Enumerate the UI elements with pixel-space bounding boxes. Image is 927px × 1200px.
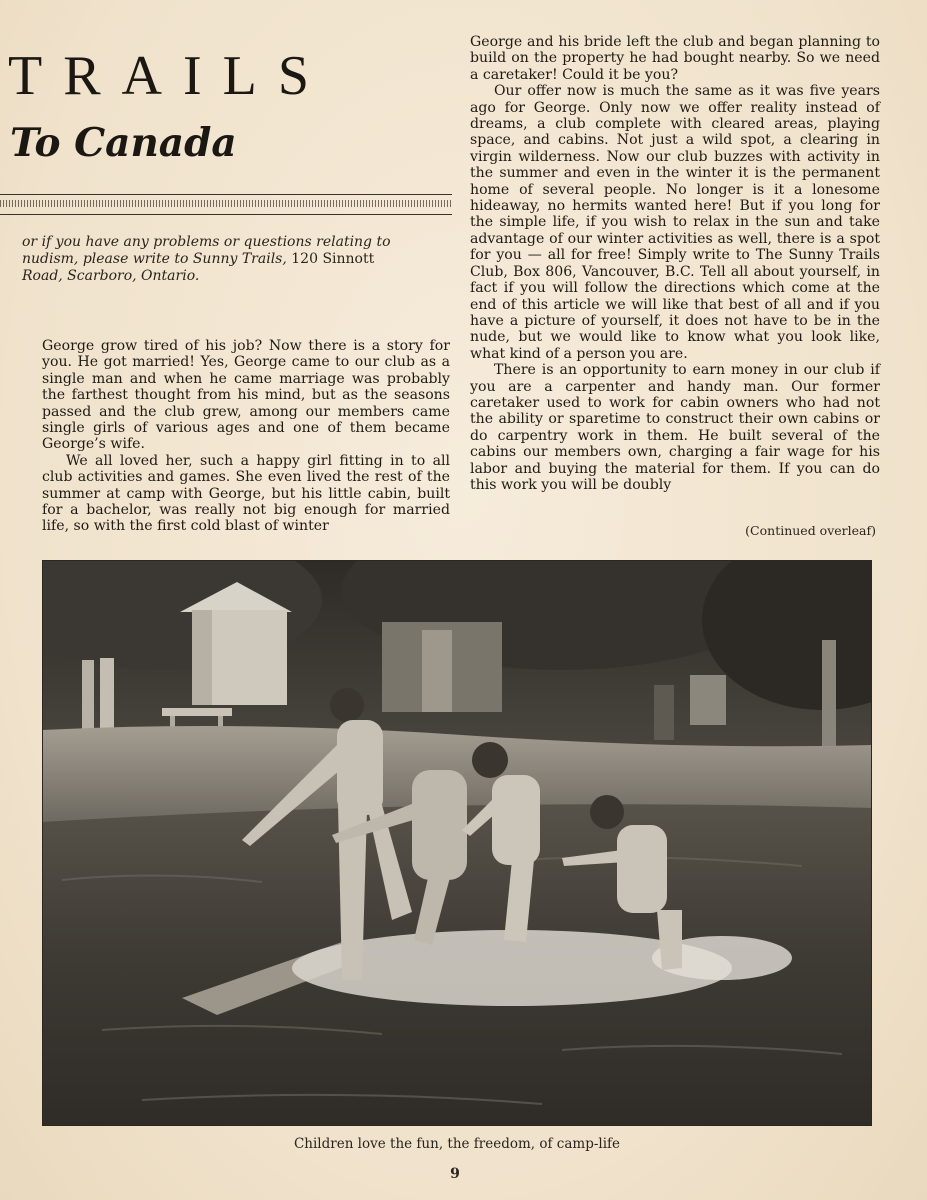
decorative-rule	[0, 194, 452, 216]
child-head	[590, 795, 624, 829]
tree-stump	[690, 675, 726, 725]
picnic-table	[162, 708, 232, 716]
left-paragraph: We all loved her, such a happy girl fitting in to all club activities and games. She even lived the rest of the summer at camp with George, but his little cabin, built for a bachelor, was really not big enough for married life, so with the first cold blast of winter	[42, 452, 450, 535]
article-subtitle: To Canada	[10, 120, 237, 166]
intro-note	[22, 234, 442, 285]
intro-italic: or if you have any problems or questions relating to nudism, please write to Sunny Trails,	[22, 234, 391, 267]
continued-note: (Continued overleaf)	[745, 523, 876, 538]
right-paragraph: There is an opportunity to earn money in our club if you are a carpenter and handy man. Our former caretaker used to work for cabin owners who had not the ability or sparetime to construct their own cabins or do carpentry work in them. He built several of the cabins our members own, charging a fair wage for his labor and buying the material for them. If you can do this work you will be doubly	[470, 362, 880, 493]
photo-caption: Children love the fun, the freedom, of camp-life	[293, 1136, 621, 1152]
child-body	[337, 720, 383, 815]
right-paragraph: George and his bride left the club and began planning to build on the property he had bought nearby. So we need a caretaker! Could it be you?	[470, 34, 880, 83]
rule-line-bottom	[0, 214, 452, 215]
shed-side	[192, 610, 212, 705]
child-body	[617, 825, 667, 913]
article-title: TRAILS	[8, 45, 330, 107]
rule-line-top	[0, 194, 452, 195]
child-body	[492, 775, 540, 865]
tree-trunk	[822, 640, 836, 750]
camp-photo-illustration	[42, 560, 872, 1126]
tree-stump	[422, 630, 452, 712]
child-head	[330, 688, 364, 722]
rule-hatch	[0, 200, 452, 207]
page-number: 9	[450, 1166, 460, 1182]
right-paragraph: Our offer now is much the same as it was five years ago for George. Only now we offer reality instead of dreams, a club complete with cleared areas, playing space, and cabins. Not just a wild spot, a clearing in virgin wilderness. Now our club buzzes with activity in the summer and even in the winter it is the permanent home of several people. No longer is it a lonesome hideaway, no hermits wanted here! But if you long for the simple life, if you wish to relax in the sun and take advantage of our winter activities as well, there is a spot for you — all for free! Simply write to The Sunny Trails Club, Box 806, Vancouver, B.C. Tell all about yourself, in fact if you will follow the directions which come at the end of this article we will like that best of all and if you have a picture of yourself, it does not have to be in the nude, but we would like to know what you look like, what kind of a person you are.	[470, 83, 880, 362]
intro-address: 120 Sinnott	[291, 251, 375, 267]
left-column	[42, 338, 450, 535]
child-body	[412, 770, 467, 880]
right-column	[470, 34, 880, 493]
camp-photo	[42, 560, 872, 1126]
child-head	[472, 742, 508, 778]
person-figure	[654, 685, 674, 740]
intro-address-tail: Road, Scarboro, Ontario.	[22, 268, 200, 284]
left-paragraph: George grow tired of his job? Now there is a story for you. He got married! Yes, George came to our club as a single man and when he came marriage was probably the farthest thought from his mind, but as the seasons passed and the club grew, among our members came single girls of various ages and one of them became George’s wife.	[42, 338, 450, 453]
